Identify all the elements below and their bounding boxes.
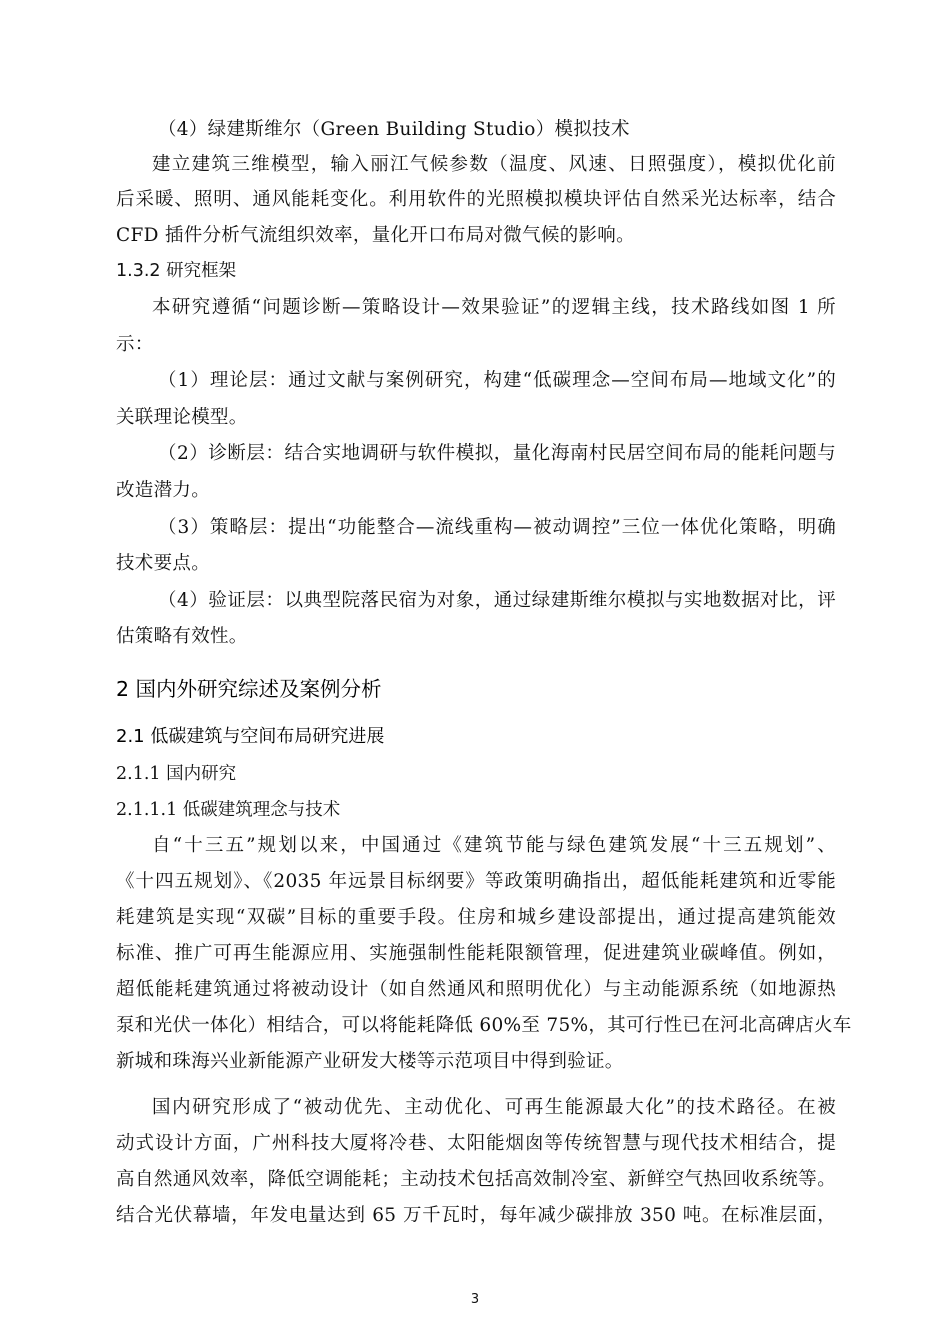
section-heading-1-3-2: 1.3.2 研究框架: [116, 261, 237, 281]
item4-body-line-1: 建立建筑三维模型，输入丽江气候参数（温度、风速、日照强度），模拟优化前: [152, 154, 836, 175]
page-number: 3: [470, 1292, 480, 1307]
framework-item-4-line-2: 估策略有效性。: [116, 626, 248, 647]
framework-item-1-line-1: （1）理论层：通过文献与案例研究，构建“低碳理念—空间布局—地域文化”的: [158, 370, 836, 391]
item4-title: （4）绿建斯维尔（Green Building Studio）模拟技术: [158, 119, 630, 140]
item4-body-line-2: 后采暖、照明、通风能耗变化。利用软件的光照模拟模块评估自然采光达标率，结合: [116, 189, 836, 210]
framework-item-4-line-1: （4）验证层：以典型院落民宿为对象，通过绿建斯维尔模拟与实地数据对比，评: [158, 590, 836, 611]
section-heading-2-1-1: 2.1.1 国内研究: [116, 764, 237, 784]
para2-line-3: 高自然通风效率，降低空调能耗；主动技术包括高效制冷室、新鲜空气热回收系统等。: [116, 1169, 836, 1190]
section-heading-2-1-1-1: 2.1.1.1 低碳建筑理念与技术: [116, 800, 341, 820]
para2-line-4: 结合光伏幕墙，年发电量达到 65 万千瓦时，每年减少碳排放 350 吨。在标准层面，: [116, 1205, 836, 1226]
para1-line-6: 泵和光伏一体化）相结合，可以将能耗降低 60%至 75%，其可行性已在河北高碑店火车: [116, 1015, 852, 1036]
framework-item-2-line-2: 改造潜力。: [116, 480, 211, 501]
para1-line-7: 新城和珠海兴业新能源产业研发大楼等示范项目中得到验证。: [116, 1051, 624, 1072]
framework-intro-line-1: 本研究遵循“问题诊断—策略设计—效果验证”的逻辑主线，技术路线如图 1 所: [152, 297, 836, 318]
para2-line-2: 动式设计方面，广州科技大厦将冷巷、太阳能烟囱等传统智慧与现代技术相结合，提: [116, 1133, 836, 1154]
section-heading-2-1: 2.1 低碳建筑与空间布局研究进展: [116, 726, 385, 747]
item4-body-line-3: CFD 插件分析气流组织效率，量化开口布局对微气候的影响。: [116, 225, 635, 246]
framework-item-2-line-1: （2）诊断层：结合实地调研与软件模拟，量化海南村民居空间布局的能耗问题与: [158, 443, 836, 464]
para1-line-4: 标准、推广可再生能源应用、实施强制性能耗限额管理，促进建筑业碳峰值。例如，: [116, 943, 836, 964]
framework-item-3-line-2: 技术要点。: [116, 553, 211, 574]
framework-item-3-line-1: （3）策略层：提出“功能整合—流线重构—被动调控”三位一体优化策略，明确: [158, 517, 836, 538]
framework-intro-line-2: 示：: [116, 334, 154, 355]
para1-line-2: 《十四五规划》、《2035 年远景目标纲要》等政策明确指出，超低能耗建筑和近零能: [116, 871, 836, 892]
chapter-heading-2: 2 国内外研究综述及案例分析: [116, 677, 382, 701]
para1-line-1: 自“十三五”规划以来，中国通过《建筑节能与绿色建筑发展“十三五规划”、: [152, 835, 836, 856]
framework-item-1-line-2: 关联理论模型。: [116, 407, 248, 428]
para2-line-1: 国内研究形成了“被动优先、主动优化、可再生能源最大化”的技术路径。在被: [152, 1097, 836, 1118]
para1-line-5: 超低能耗建筑通过将被动设计（如自然通风和照明优化）与主动能源系统（如地源热: [116, 979, 836, 1000]
para1-line-3: 耗建筑是实现“双碳”目标的重要手段。住房和城乡建设部提出，通过提高建筑能效: [116, 907, 836, 928]
